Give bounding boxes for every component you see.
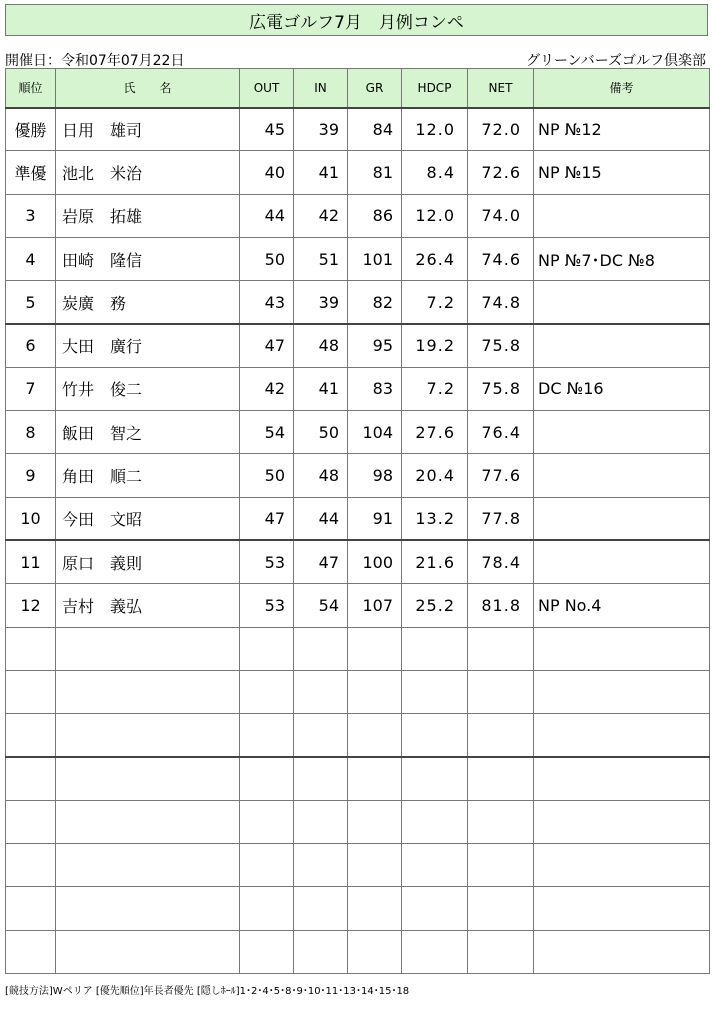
note-cell (534, 757, 710, 800)
table-row (6, 540, 710, 583)
name-cell: 飯田 智之 (56, 411, 240, 454)
gr-cell: 95 (348, 324, 402, 367)
note-cell: DC №16 (534, 367, 710, 410)
table-row (6, 367, 710, 410)
empty-row (6, 757, 710, 800)
out-cell: 40 (240, 151, 294, 194)
col-header-hdcp: HDCP (402, 69, 468, 108)
in-cell: 44 (294, 497, 348, 540)
out-cell: 50 (240, 454, 294, 497)
in-cell: 41 (294, 367, 348, 410)
out-cell: 44 (240, 194, 294, 237)
rank-cell: 11 (6, 540, 56, 583)
note-cell (534, 800, 710, 843)
page-title (5, 4, 708, 36)
out-cell (240, 757, 294, 800)
table-row (6, 194, 710, 237)
gr-cell: 104 (348, 411, 402, 454)
rank-cell (6, 800, 56, 843)
net-cell: 77.6 (468, 454, 534, 497)
note-cell (534, 497, 710, 540)
title-text: 広電ゴルフ7月 月例コンペ (249, 12, 464, 33)
rank-cell (6, 844, 56, 887)
name-cell: 今田 文昭 (56, 497, 240, 540)
in-cell: 48 (294, 454, 348, 497)
gr-cell: 100 (348, 540, 402, 583)
out-cell: 45 (240, 108, 294, 151)
gr-cell (348, 670, 402, 713)
gr-cell: 84 (348, 108, 402, 151)
table-row (6, 151, 710, 194)
hdcp-cell: 8.4 (402, 151, 468, 194)
out-cell (240, 844, 294, 887)
gr-cell: 101 (348, 237, 402, 280)
empty-row (6, 930, 710, 973)
event-date: 開催日：令和07年07月22日 (5, 53, 185, 69)
in-cell (294, 627, 348, 670)
net-cell: 72.6 (468, 151, 534, 194)
rank-cell: 7 (6, 367, 56, 410)
net-cell (468, 844, 534, 887)
out-cell (240, 714, 294, 757)
in-cell: 41 (294, 151, 348, 194)
hdcp-cell: 13.2 (402, 497, 468, 540)
name-cell (56, 844, 240, 887)
net-cell: 76.4 (468, 411, 534, 454)
out-cell: 43 (240, 281, 294, 324)
gr-cell (348, 887, 402, 930)
net-cell: 78.4 (468, 540, 534, 583)
net-cell: 74.6 (468, 237, 534, 280)
note-cell (534, 930, 710, 973)
rank-cell: 6 (6, 324, 56, 367)
out-cell: 53 (240, 584, 294, 627)
table-row (6, 324, 710, 367)
note-cell: NP №12 (534, 108, 710, 151)
note-cell (534, 194, 710, 237)
note-cell: NP No.4 (534, 584, 710, 627)
note-cell: NP №7･DC №8 (534, 237, 710, 280)
out-cell: 47 (240, 497, 294, 540)
out-cell: 47 (240, 324, 294, 367)
footer-rules: [競技方法]Wペリア [優先順位]年長者優先 [隠しﾎｰﾙ]1･2･4･5･8･9･10･11･13･14･15･18 (5, 986, 410, 997)
gr-cell: 98 (348, 454, 402, 497)
out-cell: 54 (240, 411, 294, 454)
name-cell: 日用 雄司 (56, 108, 240, 151)
in-cell: 47 (294, 540, 348, 583)
net-cell (468, 627, 534, 670)
in-cell: 50 (294, 411, 348, 454)
rank-cell: 8 (6, 411, 56, 454)
net-cell (468, 887, 534, 930)
hdcp-cell: 21.6 (402, 540, 468, 583)
gr-cell: 81 (348, 151, 402, 194)
rank-cell: 10 (6, 497, 56, 540)
in-cell: 39 (294, 281, 348, 324)
note-cell (534, 714, 710, 757)
table-body (6, 108, 710, 974)
in-cell (294, 670, 348, 713)
out-cell (240, 670, 294, 713)
hdcp-cell: 20.4 (402, 454, 468, 497)
in-cell (294, 930, 348, 973)
name-cell: 角田 順二 (56, 454, 240, 497)
out-cell (240, 887, 294, 930)
in-cell (294, 714, 348, 757)
table-row (6, 108, 710, 151)
out-cell: 42 (240, 367, 294, 410)
name-cell: 吉村 義弘 (56, 584, 240, 627)
name-cell (56, 627, 240, 670)
empty-row (6, 714, 710, 757)
gr-cell (348, 800, 402, 843)
note-cell (534, 844, 710, 887)
name-cell: 大田 廣行 (56, 324, 240, 367)
note-cell (534, 411, 710, 454)
name-cell (56, 670, 240, 713)
results-table (5, 68, 710, 974)
rank-cell (6, 930, 56, 973)
empty-row (6, 627, 710, 670)
rank-cell (6, 627, 56, 670)
name-cell (56, 930, 240, 973)
note-cell: NP №15 (534, 151, 710, 194)
hdcp-cell (402, 887, 468, 930)
hdcp-cell (402, 714, 468, 757)
hdcp-cell: 25.2 (402, 584, 468, 627)
gr-cell: 83 (348, 367, 402, 410)
rank-cell: 9 (6, 454, 56, 497)
gr-cell (348, 930, 402, 973)
name-cell: 岩原 拓雄 (56, 194, 240, 237)
gr-cell (348, 757, 402, 800)
in-cell: 51 (294, 237, 348, 280)
gr-cell: 91 (348, 497, 402, 540)
hdcp-cell (402, 930, 468, 973)
rank-cell (6, 714, 56, 757)
hdcp-cell: 7.2 (402, 281, 468, 324)
note-cell (534, 324, 710, 367)
gr-cell (348, 844, 402, 887)
name-cell: 池北 米治 (56, 151, 240, 194)
net-cell (468, 670, 534, 713)
name-cell (56, 800, 240, 843)
in-cell: 39 (294, 108, 348, 151)
in-cell (294, 844, 348, 887)
rank-cell: 3 (6, 194, 56, 237)
in-cell: 48 (294, 324, 348, 367)
out-cell (240, 800, 294, 843)
col-header-net: NET (468, 69, 534, 108)
gr-cell (348, 627, 402, 670)
net-cell: 74.0 (468, 194, 534, 237)
in-cell: 54 (294, 584, 348, 627)
out-cell (240, 930, 294, 973)
hdcp-cell (402, 627, 468, 670)
net-cell: 72.0 (468, 108, 534, 151)
hdcp-cell: 26.4 (402, 237, 468, 280)
empty-row (6, 887, 710, 930)
gr-cell: 107 (348, 584, 402, 627)
table-row (6, 237, 710, 280)
empty-row (6, 800, 710, 843)
gr-cell: 86 (348, 194, 402, 237)
name-cell: 田崎 隆信 (56, 237, 240, 280)
name-cell: 原口 義則 (56, 540, 240, 583)
empty-row (6, 844, 710, 887)
table-row (6, 281, 710, 324)
out-cell: 50 (240, 237, 294, 280)
hdcp-cell: 12.0 (402, 194, 468, 237)
net-cell (468, 930, 534, 973)
rank-cell: 5 (6, 281, 56, 324)
col-header-name: 氏 名 (56, 69, 240, 108)
net-cell (468, 757, 534, 800)
note-cell (534, 670, 710, 713)
note-cell (534, 454, 710, 497)
net-cell (468, 800, 534, 843)
net-cell: 74.8 (468, 281, 534, 324)
hdcp-cell (402, 757, 468, 800)
in-cell (294, 800, 348, 843)
hdcp-cell (402, 670, 468, 713)
name-cell (56, 757, 240, 800)
hdcp-cell: 7.2 (402, 367, 468, 410)
note-cell (534, 627, 710, 670)
col-header-out: OUT (240, 69, 294, 108)
table-row (6, 454, 710, 497)
hdcp-cell: 12.0 (402, 108, 468, 151)
table-header-row (6, 69, 710, 108)
name-cell (56, 887, 240, 930)
col-header-in: IN (294, 69, 348, 108)
col-header-rank: 順位 (6, 69, 56, 108)
rank-cell: 準優 (6, 151, 56, 194)
table-row (6, 411, 710, 454)
in-cell (294, 887, 348, 930)
hdcp-cell (402, 800, 468, 843)
net-cell: 77.8 (468, 497, 534, 540)
name-cell: 炭廣 務 (56, 281, 240, 324)
rank-cell: 優勝 (6, 108, 56, 151)
note-cell (534, 540, 710, 583)
rank-cell (6, 757, 56, 800)
col-header-note: 備考 (534, 69, 710, 108)
rank-cell: 4 (6, 237, 56, 280)
rank-cell: 12 (6, 584, 56, 627)
table-row (6, 497, 710, 540)
note-cell (534, 887, 710, 930)
venue-name: グリーンバーズゴルフ倶楽部 (525, 53, 706, 69)
rank-cell (6, 670, 56, 713)
net-cell: 75.8 (468, 324, 534, 367)
col-header-gr: GR (348, 69, 402, 108)
hdcp-cell: 19.2 (402, 324, 468, 367)
net-cell: 81.8 (468, 584, 534, 627)
out-cell (240, 627, 294, 670)
hdcp-cell (402, 844, 468, 887)
name-cell (56, 714, 240, 757)
in-cell (294, 757, 348, 800)
gr-cell: 82 (348, 281, 402, 324)
hdcp-cell: 27.6 (402, 411, 468, 454)
gr-cell (348, 714, 402, 757)
in-cell: 42 (294, 194, 348, 237)
out-cell: 53 (240, 540, 294, 583)
name-cell: 竹井 俊二 (56, 367, 240, 410)
rank-cell (6, 887, 56, 930)
net-cell: 75.8 (468, 367, 534, 410)
net-cell (468, 714, 534, 757)
note-cell (534, 281, 710, 324)
table-row (6, 584, 710, 627)
empty-row (6, 670, 710, 713)
